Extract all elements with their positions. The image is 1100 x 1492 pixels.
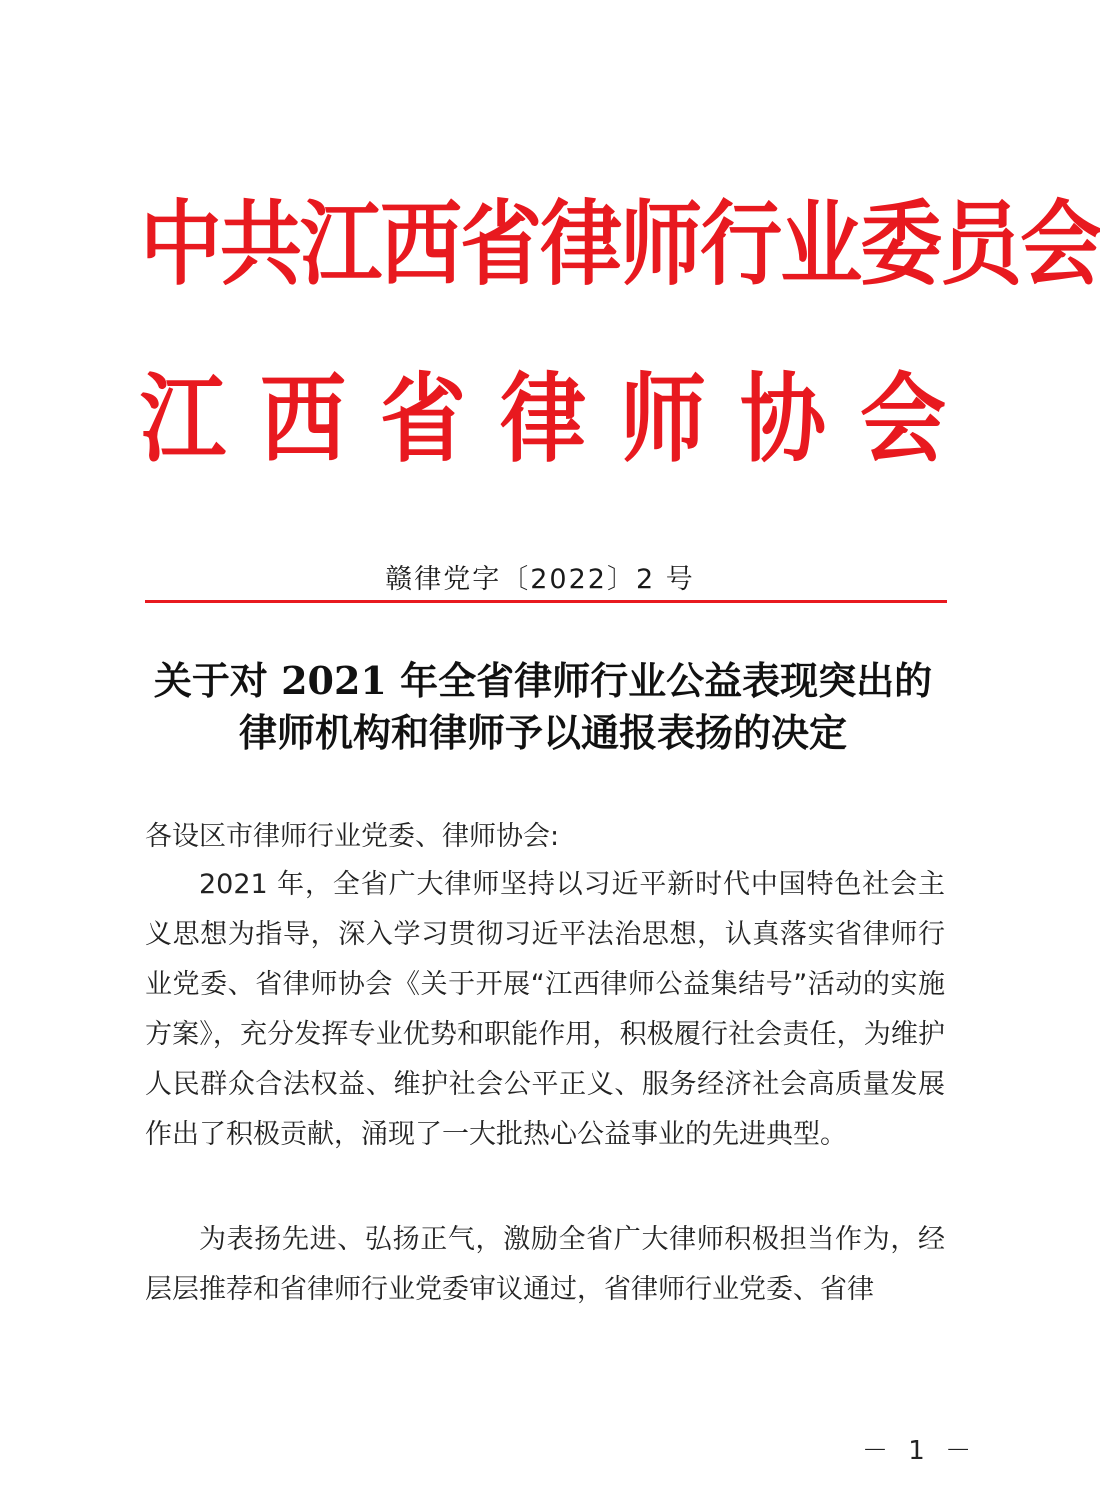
- body-paragraph-2: 为表扬先进、弘扬正气，激励全省广大律师积极担当作为，经层层推荐和省律师行业党委审议通过，省律师行业党委、省律: [145, 1224, 945, 1305]
- body-paragraph-1: 2021 年，全省广大律师坚持以习近平新时代中国特色社会主义思想为指导，深入学习贯彻习近平法治思想，认真落实省律师行业党委、省律师协会《关于开展“江西律师公益集结号”活动的实施方案》，充分发挥专业优势和职能作用，积极履行社会责任，为维护人民群众合法权益、维护社会公平正义、服务经济社会高质量发展作出了积极贡献，涌现了一大批热心公益事业的先进典型。: [145, 869, 945, 1150]
- org-line-1-char: 共: [220, 192, 301, 299]
- org-line-1-char: 会: [1020, 192, 1100, 299]
- org-line-2-char: 江: [140, 364, 226, 477]
- org-line-2-char: 省: [380, 364, 466, 477]
- org-line-1-char: 律: [540, 192, 621, 299]
- document-title-line-1: 关于对 2021 年全省律师行业公益表现突出的: [153, 658, 933, 703]
- org-line-1-char: 西: [380, 192, 461, 299]
- document-title-line-2: 律师机构和律师予以通报表扬的决定: [238, 710, 847, 755]
- org-line-1-char: 江: [300, 192, 381, 299]
- issuing-org-party-committee: [140, 192, 1100, 299]
- org-line-1-char: 员: [940, 192, 1021, 299]
- org-line-1-char: 委: [860, 192, 941, 299]
- org-line-1-char: 师: [620, 192, 701, 299]
- org-line-1-char: 中: [140, 192, 221, 299]
- red-divider-line: [145, 600, 947, 603]
- org-line-1-char: 省: [460, 192, 541, 299]
- org-line-2-char: 协: [740, 364, 826, 477]
- issuing-org-lawyers-association: [140, 364, 946, 477]
- page-number: － 1 －: [862, 1436, 978, 1466]
- org-line-1-char: 业: [780, 192, 861, 299]
- org-line-1-char: 行: [700, 192, 781, 299]
- org-line-2-char: 律: [500, 364, 586, 477]
- document-number: 赣律党字〔2022〕2 号: [385, 564, 695, 595]
- org-line-2-char: 师: [620, 364, 706, 477]
- org-line-2-char: 会: [860, 364, 946, 477]
- salutation: 各设区市律师行业党委、律师协会:: [145, 821, 560, 852]
- org-line-2-char: 西: [260, 364, 346, 477]
